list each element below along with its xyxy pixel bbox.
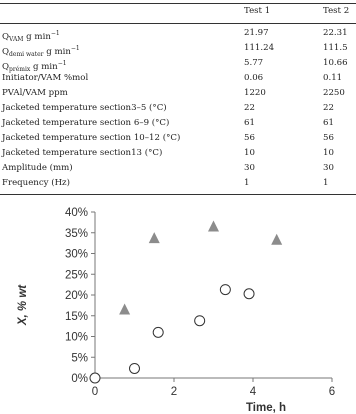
row-value-test-2: 2250: [323, 88, 345, 98]
row-value-test-1: 61: [244, 118, 255, 128]
y-axis: [65, 207, 95, 385]
row-label: Jacketed temperature section13 (°C): [2, 148, 163, 158]
row-value-test-1: 5.77: [244, 58, 264, 68]
table-header-test-1: Test 1: [244, 6, 271, 16]
x-axis-title: Time, h: [245, 402, 287, 414]
chart-svg: [0, 195, 356, 414]
row-value-test-1: 21.97: [244, 28, 269, 38]
data-point-circle: [220, 285, 230, 295]
data-points: [90, 221, 282, 383]
data-point-circle: [195, 316, 205, 326]
row-value-test-1: 30: [244, 163, 255, 173]
y-axis-title: X, % wt: [17, 284, 29, 326]
row-label: $Q_{VAM}$ g $\min^{-1}$: [2, 30, 60, 43]
y-tick-label: 5%: [71, 352, 88, 365]
data-point-circle: [90, 373, 100, 383]
row-value-test-2: 22: [323, 103, 334, 113]
row-value-test-2: 10.66: [323, 58, 348, 68]
table-header-test-2: Test 2: [323, 6, 350, 16]
table-row: [0, 57, 356, 73]
data-point-circle: [130, 363, 140, 373]
y-tick-label: 40%: [64, 207, 88, 219]
table-row: [0, 72, 356, 85]
y-tick-label: 35%: [64, 227, 88, 240]
row-value-test-1: 10: [244, 148, 255, 158]
table-top-rule: [0, 3, 356, 4]
y-tick-label: 10%: [64, 331, 88, 344]
parameters-table: [0, 0, 356, 200]
row-label: Frequency (Hz): [2, 178, 70, 188]
data-point-triangle: [271, 234, 282, 245]
row-label: Jacketed temperature section 6–9 (°C): [2, 118, 170, 128]
table-header-rule: [0, 23, 356, 24]
row-value-test-2: 22.31: [323, 28, 348, 38]
data-point-circle: [153, 327, 163, 337]
table-row: [0, 117, 356, 130]
row-value-test-2: 30: [323, 163, 334, 173]
x-tick-label: 4: [249, 386, 257, 398]
row-value-test-2: 111.5: [323, 43, 348, 53]
row-value-test-2: 0.11: [323, 73, 343, 83]
data-point-triangle: [149, 232, 160, 243]
data-point-triangle: [119, 304, 130, 315]
row-value-test-1: 0.06: [244, 73, 264, 83]
row-label: Initiator/VAM %mol: [2, 73, 89, 83]
row-label: PVAl/VAM ppm: [2, 88, 68, 98]
y-tick-label: 20%: [64, 290, 88, 302]
x-tick-label: 0: [91, 386, 99, 398]
table-row: [0, 42, 356, 58]
y-tick-label: 0%: [71, 373, 88, 385]
table-row: [0, 132, 356, 145]
row-value-test-1: 1: [244, 178, 250, 188]
y-tick-label: 15%: [64, 310, 88, 323]
table-row: [0, 147, 356, 160]
table-row: [0, 162, 356, 175]
row-label: Jacketed temperature section3–5 (°C): [2, 103, 167, 113]
x-tick-label: 2: [170, 386, 178, 398]
x-axis: [92, 378, 335, 398]
conversion-chart: [0, 195, 356, 414]
table-row: [0, 87, 356, 100]
row-value-test-1: 22: [244, 103, 255, 113]
row-value-test-2: 56: [323, 133, 334, 143]
row-value-test-1: 111.24: [244, 43, 275, 53]
table-row: [0, 102, 356, 115]
row-value-test-2: 1: [323, 178, 329, 188]
row-label: $Q_{prémix}$ g $\min^{-1}$: [2, 60, 67, 73]
row-label: $Q_{demi water}$ g $\min^{-1}$: [2, 45, 80, 58]
row-label: Amplitude (mm): [2, 163, 73, 173]
y-tick-label: 30%: [64, 248, 88, 261]
row-value-test-1: 56: [244, 133, 255, 143]
data-point-circle: [244, 289, 254, 299]
x-tick-label: 6: [328, 386, 336, 398]
row-label: Jacketed temperature section 10–12 (°C): [2, 133, 181, 143]
row-value-test-1: 1220: [244, 88, 266, 98]
y-tick-label: 25%: [64, 269, 88, 282]
row-value-test-2: 61: [323, 118, 334, 128]
row-value-test-2: 10: [323, 148, 334, 158]
table-row: [0, 27, 356, 43]
data-point-triangle: [208, 221, 219, 232]
table-row: [0, 177, 356, 190]
